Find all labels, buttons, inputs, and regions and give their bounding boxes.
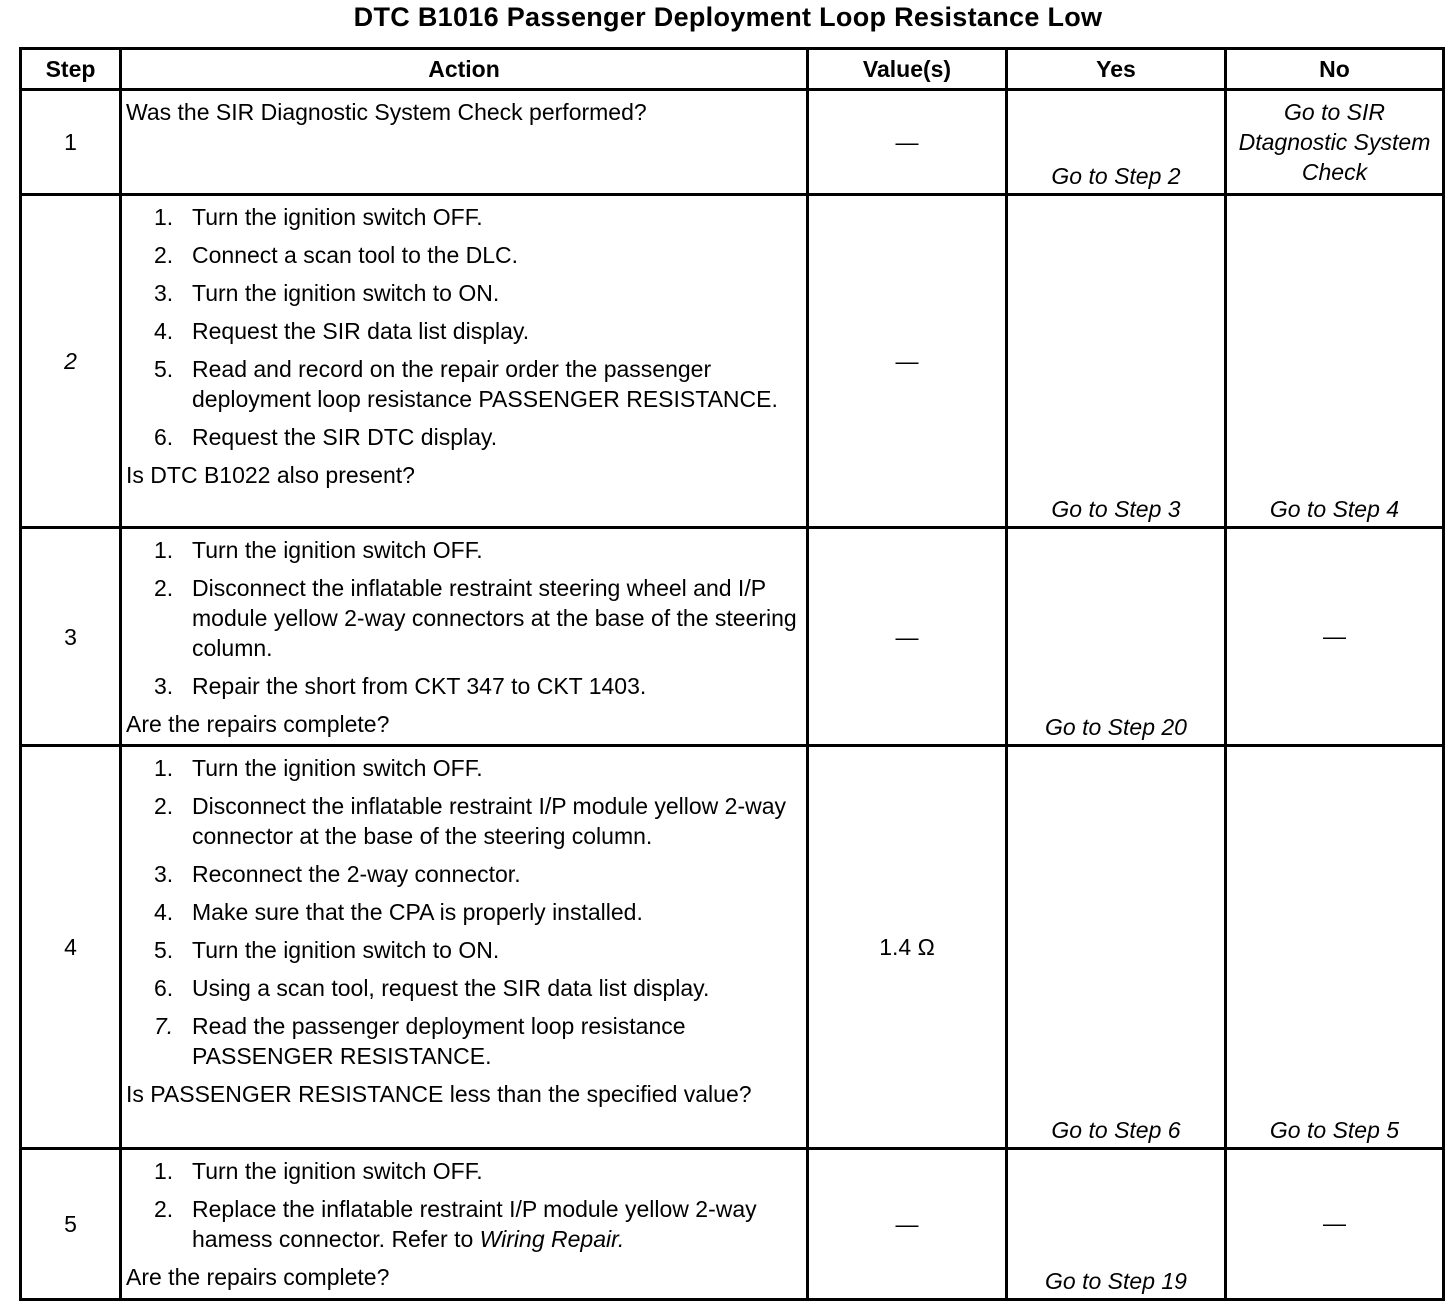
step-number: 2 <box>21 195 121 528</box>
header-row <box>21 49 1444 90</box>
page-title: DTC B1016 Passenger Deployment Loop Resistance Low <box>353 2 1103 32</box>
action-step <box>154 316 798 346</box>
no-cell: — <box>1226 528 1444 746</box>
action-step <box>154 278 798 308</box>
step-text: Turn the ignition switch OFF. <box>192 1158 483 1184</box>
no-cell <box>1226 90 1444 195</box>
value-cell: — <box>808 528 1007 746</box>
step-text: Using a scan tool, request the SIR data list display. <box>192 975 710 1001</box>
step-text: Reconnect the 2-way connector. <box>192 861 521 887</box>
step-text: Turn the ignition switch OFF. <box>192 204 483 230</box>
action-step <box>154 240 798 270</box>
step-num: 6. <box>154 975 174 1001</box>
action-question: Is PASSENGER RESISTANCE less than the specified value? <box>126 1081 752 1107</box>
step-text: Disconnect the inflatable restraint steering wheel and I/P module yellow 2-way connectors at the base of the steering column. <box>192 575 797 661</box>
step-num: 1. <box>154 537 174 563</box>
action-step <box>154 859 798 889</box>
step-text: Turn the ignition switch to ON. <box>192 280 500 306</box>
yes-cell: Go to Step 3 <box>1007 195 1226 528</box>
action-step <box>154 973 798 1003</box>
step-num: 6. <box>154 424 174 450</box>
action-step <box>154 535 798 565</box>
step-number: 1 <box>21 90 121 195</box>
step-num: 2. <box>154 242 174 268</box>
action-question: Was the SIR Diagnostic System Check performed? <box>126 99 647 125</box>
action-cell <box>121 528 808 746</box>
header-yes: Yes <box>1007 49 1226 90</box>
step-num: 4. <box>154 318 174 344</box>
step-num: 3. <box>154 673 174 699</box>
action-question: Are the repairs complete? <box>126 711 390 737</box>
action-step <box>154 1194 798 1254</box>
step-num: 5. <box>154 356 174 382</box>
action-steps <box>126 535 798 701</box>
step-text: Read and record on the repair order the passenger deployment loop resistance PASSENGER RESISTANCE. <box>192 356 778 412</box>
no-cell: Go to Step 4 <box>1226 195 1444 528</box>
no-prefix: Go to <box>1284 99 1341 125</box>
header-values: Value(s) <box>808 49 1007 90</box>
action-step <box>154 202 798 232</box>
step-num: 5. <box>154 937 174 963</box>
action-step <box>154 753 798 783</box>
table-row <box>21 746 1444 1149</box>
action-question: Is DTC B1022 also present? <box>126 462 415 488</box>
header-no: No <box>1226 49 1444 90</box>
action-step <box>154 1156 798 1186</box>
yes-cell: Go to Step 6 <box>1007 746 1226 1149</box>
step-text: Turn the ignition switch to ON. <box>192 937 500 963</box>
wiring-repair-reference: Wiring Repair. <box>479 1226 625 1252</box>
table-row <box>21 528 1444 746</box>
action-step <box>154 791 798 851</box>
action-steps <box>126 202 798 452</box>
action-step <box>154 354 798 414</box>
step-num: 7. <box>154 1013 174 1039</box>
header-action: Action <box>121 49 808 90</box>
step-text: Request the SIR data list display. <box>192 318 530 344</box>
step-num: 2. <box>154 1196 174 1222</box>
step-num: 1. <box>154 1158 174 1184</box>
no-cell: Go to Step 5 <box>1226 746 1444 1149</box>
action-step <box>154 897 798 927</box>
no-link: SIR Dtagnostic System Check <box>1238 99 1431 185</box>
action-steps <box>126 753 798 1071</box>
step-text: Turn the ignition switch OFF. <box>192 755 483 781</box>
action-cell <box>121 1149 808 1300</box>
action-step <box>154 422 798 452</box>
action-step <box>154 1011 798 1071</box>
step-text: Repair the short from CKT 347 to CKT 1403. <box>192 673 647 699</box>
step-num: 2. <box>154 575 174 601</box>
step-text: Make sure that the CPA is properly installed. <box>192 899 643 925</box>
step-num: 4. <box>154 899 174 925</box>
action-steps <box>126 1156 798 1254</box>
action-question: Are the repairs complete? <box>126 1264 390 1290</box>
yes-cell: Go to Step 19 <box>1007 1149 1226 1300</box>
step-number: 3 <box>21 528 121 746</box>
value-cell: — <box>808 195 1007 528</box>
step-num: 3. <box>154 280 174 306</box>
step-text: Turn the ignition switch OFF. <box>192 537 483 563</box>
value-cell: — <box>808 90 1007 195</box>
step-text: Disconnect the inflatable restraint I/P module yellow 2-way connector at the base of the steering column. <box>192 793 787 849</box>
step-number: 5 <box>21 1149 121 1300</box>
step-num: 2. <box>154 793 174 819</box>
value-cell: — <box>808 1149 1007 1300</box>
table-row <box>21 90 1444 195</box>
action-step <box>154 935 798 965</box>
step-num: 1. <box>154 204 174 230</box>
step-text: Read the passenger deployment loop resistance PASSENGER RESISTANCE. <box>192 1013 686 1069</box>
action-cell <box>121 90 808 195</box>
table-row <box>21 1149 1444 1300</box>
action-step <box>154 573 798 663</box>
step-text: Connect a scan tool to the DLC. <box>192 242 519 268</box>
step-num: 3. <box>154 861 174 887</box>
step-text: Replace the inflatable restraint I/P module yellow 2-way hamess connector. Refer to <box>192 1196 757 1252</box>
step-num: 1. <box>154 755 174 781</box>
step-number: 4 <box>21 746 121 1149</box>
action-cell <box>121 195 808 528</box>
value-cell: 1.4 Ω <box>808 746 1007 1149</box>
diagnostic-table <box>19 47 1445 1301</box>
action-step <box>154 671 798 701</box>
step-text: Request the SIR DTC display. <box>192 424 498 450</box>
no-cell: — <box>1226 1149 1444 1300</box>
yes-cell: Go to Step 2 <box>1007 90 1226 195</box>
yes-cell: Go to Step 20 <box>1007 528 1226 746</box>
header-step: Step <box>21 49 121 90</box>
table-row <box>21 195 1444 528</box>
action-cell <box>121 746 808 1149</box>
